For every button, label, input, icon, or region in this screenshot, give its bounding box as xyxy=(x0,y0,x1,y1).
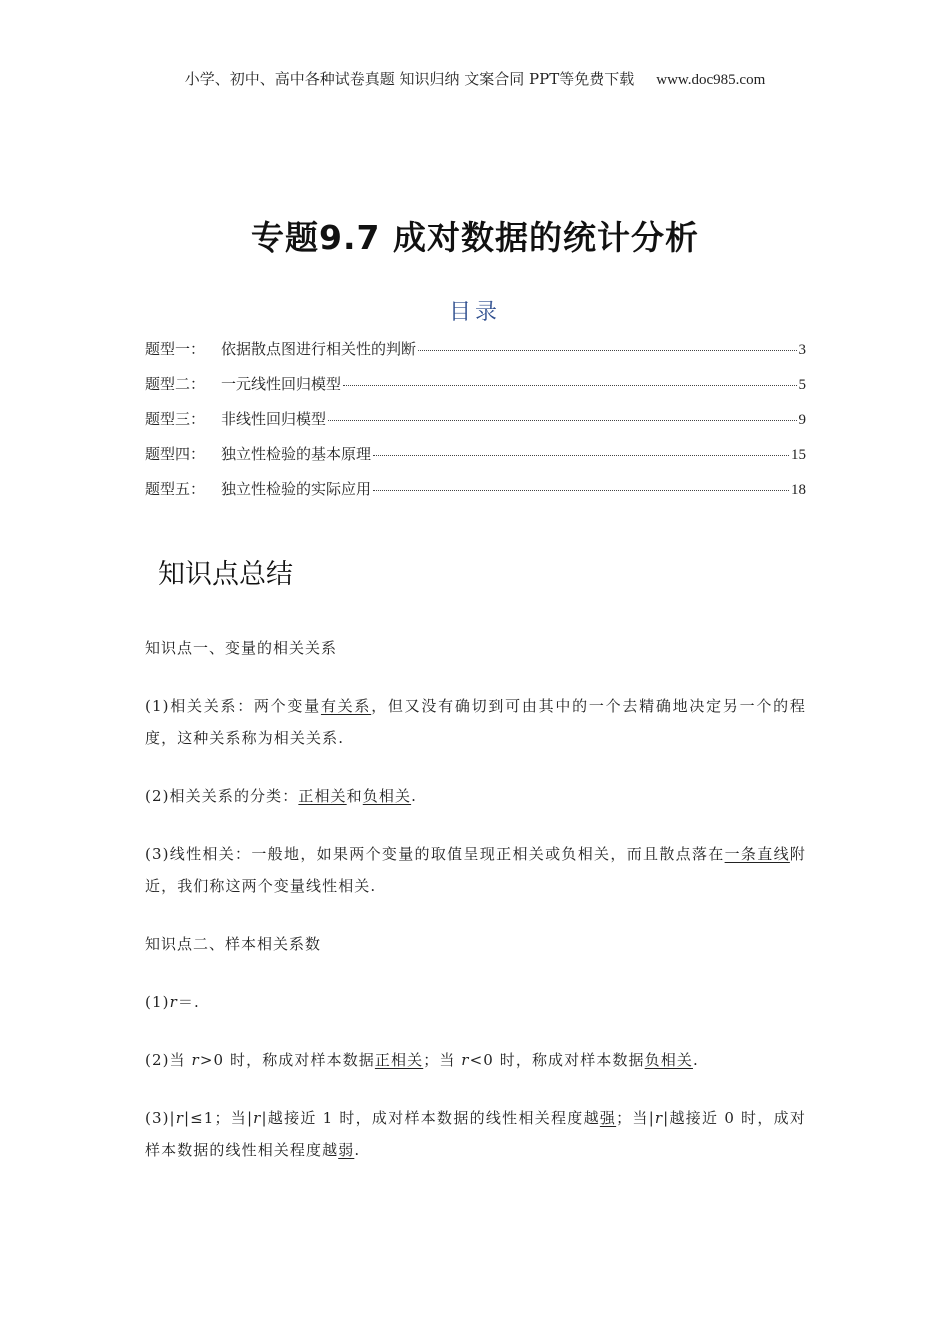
toc-item-label: 题型二： xyxy=(145,375,206,393)
underlined-term: 一条直线 xyxy=(724,845,790,863)
table-of-contents xyxy=(145,338,806,513)
text-run: ；当| xyxy=(616,1109,655,1127)
toc-leader-dots xyxy=(418,350,796,351)
text-run: <0 时，称成对样本数据 xyxy=(469,1051,645,1069)
knowledge-point-2-title: 知识点二、样本相关系数 xyxy=(145,935,322,953)
underlined-term: 弱 xyxy=(338,1141,355,1159)
text-run: . xyxy=(692,1051,699,1069)
paragraph-r-magnitude xyxy=(145,1102,806,1166)
text-run: (1) xyxy=(145,993,170,1011)
text-run: ＝. xyxy=(177,993,200,1011)
toc-item-label: 题型五： xyxy=(145,480,206,498)
paragraph-r-formula xyxy=(145,986,806,1018)
text-run: ；当 xyxy=(423,1051,462,1069)
text-run: |≤1；当| xyxy=(183,1109,254,1127)
toc-item[interactable] xyxy=(145,373,806,408)
underlined-term: 负相关 xyxy=(644,1051,693,1069)
toc-item[interactable] xyxy=(145,478,806,513)
toc-item[interactable] xyxy=(145,338,806,373)
toc-item-text: 独立性检验的实际应用 xyxy=(221,480,372,498)
text-run: (3)线性相关：一般地，如果两个变量的取值呈现正相关或负相关，而且散点落在 xyxy=(145,845,725,863)
underlined-term: 强 xyxy=(599,1109,617,1127)
toc-item-text: 依据散点图进行相关性的判断 xyxy=(221,340,417,358)
text-run: |越接近 1 时，成对样本数据的线性相关程度越 xyxy=(261,1109,600,1127)
text-run: ，但又没有确切到可由其中的一个去精确地决定另一个的程度，这种关系称为相关关系. xyxy=(145,697,806,747)
math-variable: r xyxy=(191,1051,200,1069)
text-run: (2)相关关系的分类： xyxy=(145,787,299,805)
text-run: >0 时，称成对样本数据 xyxy=(199,1051,375,1069)
text-run: (2)当 xyxy=(145,1051,192,1069)
underlined-term: 有关系 xyxy=(320,697,372,715)
underlined-term: 正相关 xyxy=(374,1051,424,1069)
section-heading: 知识点总结 xyxy=(158,559,293,590)
math-variable: r xyxy=(461,1051,470,1069)
toc-item[interactable] xyxy=(145,443,806,478)
text-run: |越接近 0 时，成对样本数据的线性相关程度越 xyxy=(145,1109,806,1159)
math-variable: r xyxy=(253,1109,262,1127)
toc-item-page: 15 xyxy=(791,447,806,463)
toc-item-label: 题型一： xyxy=(145,340,206,358)
toc-leader-dots xyxy=(373,455,789,456)
toc-item[interactable] xyxy=(145,408,806,443)
toc-item-label: 题型三： xyxy=(145,410,206,428)
toc-leader-dots xyxy=(343,385,796,386)
page-title: 专题9.7 成对数据的统计分析 xyxy=(251,218,699,257)
text-run: . xyxy=(354,1141,361,1159)
toc-heading: 目录 xyxy=(448,300,501,325)
math-variable: r xyxy=(654,1109,664,1127)
paragraph-correlation-definition xyxy=(145,690,806,754)
toc-item-text: 非线性回归模型 xyxy=(221,410,327,428)
toc-item-page: 5 xyxy=(798,377,806,393)
underlined-term: 负相关 xyxy=(362,787,412,805)
math-variable: r xyxy=(175,1109,184,1127)
toc-leader-dots xyxy=(373,490,789,491)
paragraph-correlation-types xyxy=(145,780,806,812)
text-run: 和 xyxy=(346,787,363,805)
toc-leader-dots xyxy=(328,420,796,421)
underlined-term: 正相关 xyxy=(298,787,347,805)
text-run: 附近，我们称这两个变量线性相关. xyxy=(145,845,806,895)
toc-item-text: 一元线性回归模型 xyxy=(221,375,342,393)
toc-item-page: 3 xyxy=(798,342,806,358)
header-text: 小学、初中、高中各种试卷真题 知识归纳 文案合同 PPT等免费下载 xyxy=(184,70,635,88)
math-variable: r xyxy=(169,993,178,1011)
paragraph-r-sign xyxy=(145,1044,806,1076)
paragraph-linear-correlation xyxy=(145,838,806,902)
text-run: (1)相关关系：两个变量 xyxy=(145,697,321,715)
knowledge-content xyxy=(145,632,806,1166)
header-url[interactable]: www.doc985.com xyxy=(656,72,766,88)
text-run: (3)| xyxy=(145,1109,176,1127)
text-run: . xyxy=(411,787,417,805)
toc-item-page: 9 xyxy=(798,412,806,428)
page-header xyxy=(0,68,950,89)
knowledge-point-1-title: 知识点一、变量的相关关系 xyxy=(145,639,338,657)
toc-item-label: 题型四： xyxy=(145,445,206,463)
toc-item-text: 独立性检验的基本原理 xyxy=(221,445,372,463)
toc-item-page: 18 xyxy=(791,482,806,498)
